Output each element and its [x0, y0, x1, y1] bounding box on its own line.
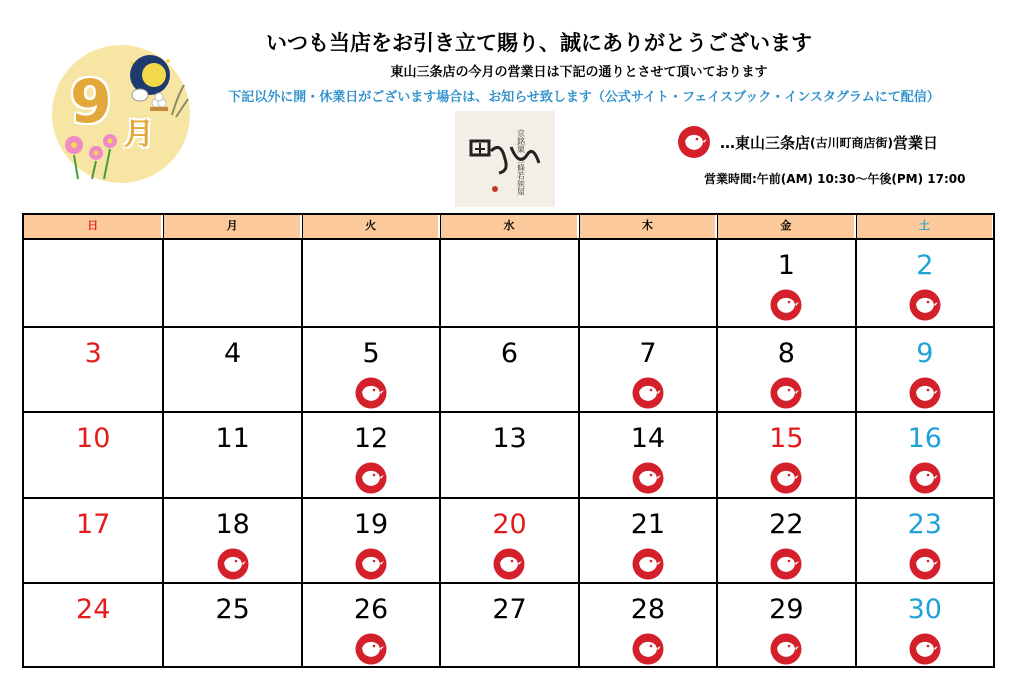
legend-shop-sub: (古川町商店街)	[810, 135, 893, 150]
weekday-header	[24, 215, 993, 240]
calendar-day-cell	[855, 326, 993, 412]
calendar-day-cell	[716, 240, 854, 326]
open-day-stamp-icon	[631, 632, 665, 666]
calendar-day-cell	[716, 582, 854, 668]
day-number: 16	[907, 423, 942, 455]
calendar-day-cell	[301, 240, 439, 326]
day-number: 27	[492, 594, 527, 626]
legend-suffix: 営業日	[893, 133, 939, 152]
open-day-stamp-icon	[769, 288, 803, 322]
calendar	[22, 213, 995, 668]
calendar-day-cell	[578, 326, 716, 412]
calendar-day-cell	[162, 240, 300, 326]
calendar-day-cell	[24, 497, 162, 583]
day-number: 18	[215, 508, 250, 540]
day-number: 12	[353, 423, 389, 455]
calendar-day-cell	[439, 240, 577, 326]
day-number: 15	[769, 423, 804, 455]
calendar-day-cell	[301, 411, 439, 497]
open-day-stamp-icon	[354, 632, 388, 666]
open-day-stamp-icon	[354, 547, 388, 581]
day-number: 23	[907, 508, 942, 540]
calendar-day-cell	[578, 582, 716, 668]
business-hours: 営業時間:午前(AM) 10:30～午後(PM) 17:00	[704, 172, 966, 186]
calendar-day-cell	[24, 411, 162, 497]
day-number: 6	[500, 337, 519, 369]
day-number: 20	[492, 508, 527, 540]
open-day-stamp-icon	[631, 461, 665, 495]
day-number: 1	[777, 250, 795, 281]
open-day-stamp-icon	[354, 461, 388, 495]
logo-brush-icon	[455, 111, 555, 207]
calendar-day-cell	[301, 582, 439, 668]
calendar-day-cell	[578, 497, 716, 583]
open-day-stamp-icon	[908, 376, 942, 410]
weekday-5: 金	[717, 215, 853, 238]
weekday-1: 月	[163, 215, 299, 238]
weekday-6: 土	[856, 215, 992, 238]
greeting-title: いつも当店をお引き立て賜り、誠にありがとうございます	[266, 30, 812, 55]
change-notice: 下記以外に開・休業日がございます場合は、お知らせ致します（公式サイト・フェイスブック・インスタグラムにて配信）	[228, 90, 940, 105]
day-number: 8	[777, 337, 795, 369]
month-kanji: 月	[124, 117, 154, 152]
calendar-day-cell	[716, 326, 854, 412]
open-day-stamp-icon	[769, 461, 803, 495]
day-number: 17	[76, 508, 111, 540]
day-number: 21	[630, 508, 666, 540]
calendar-day-cell	[162, 497, 300, 583]
calendar-day-cell	[439, 326, 577, 412]
day-number: 14	[630, 423, 666, 455]
calendar-day-cell	[578, 411, 716, 497]
open-day-stamp-icon	[908, 461, 942, 495]
day-number: 24	[76, 594, 111, 626]
open-day-stamp-icon	[908, 632, 942, 666]
open-day-stamp-icon	[631, 547, 665, 581]
open-day-stamp-icon	[908, 547, 942, 581]
calendar-day-cell	[162, 326, 300, 412]
calendar-day-cell	[855, 411, 993, 497]
calendar-day-cell	[24, 326, 162, 412]
calendar-day-cell	[162, 582, 300, 668]
open-day-stamp-icon	[631, 376, 665, 410]
weekday-2: 火	[302, 215, 438, 238]
calendar-day-cell	[162, 411, 300, 497]
calendar-day-cell	[439, 411, 577, 497]
calendar-grid	[24, 240, 993, 668]
day-number: 7	[639, 337, 657, 369]
shop-logo	[455, 111, 555, 207]
calendar-day-cell	[301, 326, 439, 412]
day-number: 22	[769, 508, 804, 540]
open-day-stamp-icon	[769, 632, 803, 666]
open-day-stamp-icon	[769, 547, 803, 581]
logo-vertical-text: 京銘菓 二條若狭屋	[516, 129, 526, 196]
business-days-notice: 東山三条店の今月の営業日は下記の通りとさせて頂いております	[390, 65, 768, 80]
day-number: 13	[492, 423, 527, 455]
red-bird-stamp-icon	[676, 124, 712, 160]
day-number: 2	[916, 250, 934, 281]
cosmos-flowers-icon	[65, 134, 117, 179]
calendar-day-cell	[301, 497, 439, 583]
day-number: 5	[362, 337, 380, 369]
calendar-day-cell	[24, 582, 162, 668]
day-number: 29	[769, 594, 804, 626]
day-number: 26	[353, 594, 389, 626]
calendar-day-cell	[855, 582, 993, 668]
day-number: 25	[215, 594, 250, 626]
open-day-stamp-icon	[354, 376, 388, 410]
open-day-stamp-icon	[769, 376, 803, 410]
open-day-stamp-icon	[492, 547, 526, 581]
calendar-day-cell	[24, 240, 162, 326]
month-number: 9	[70, 67, 112, 137]
weekday-0: 日	[24, 215, 161, 238]
calendar-day-cell	[855, 240, 993, 326]
calendar-day-cell	[439, 497, 577, 583]
day-number: 11	[215, 423, 250, 455]
calendar-day-cell	[439, 582, 577, 668]
day-number: 3	[84, 337, 102, 369]
open-day-stamp-icon	[216, 547, 250, 581]
calendar-day-cell	[716, 497, 854, 583]
calendar-day-cell	[578, 240, 716, 326]
day-number: 19	[353, 508, 389, 540]
legend-shop-label: …東山三条店	[720, 133, 811, 152]
calendar-day-cell	[716, 411, 854, 497]
open-day-stamp-icon	[908, 288, 942, 322]
weekday-3: 水	[440, 215, 576, 238]
legend	[676, 124, 938, 160]
day-number: 9	[916, 337, 934, 369]
day-number: 10	[76, 423, 111, 455]
calendar-day-cell	[855, 497, 993, 583]
weekday-4: 木	[579, 215, 715, 238]
day-number: 4	[224, 337, 242, 369]
day-number: 28	[630, 594, 666, 626]
day-number: 30	[907, 594, 942, 626]
